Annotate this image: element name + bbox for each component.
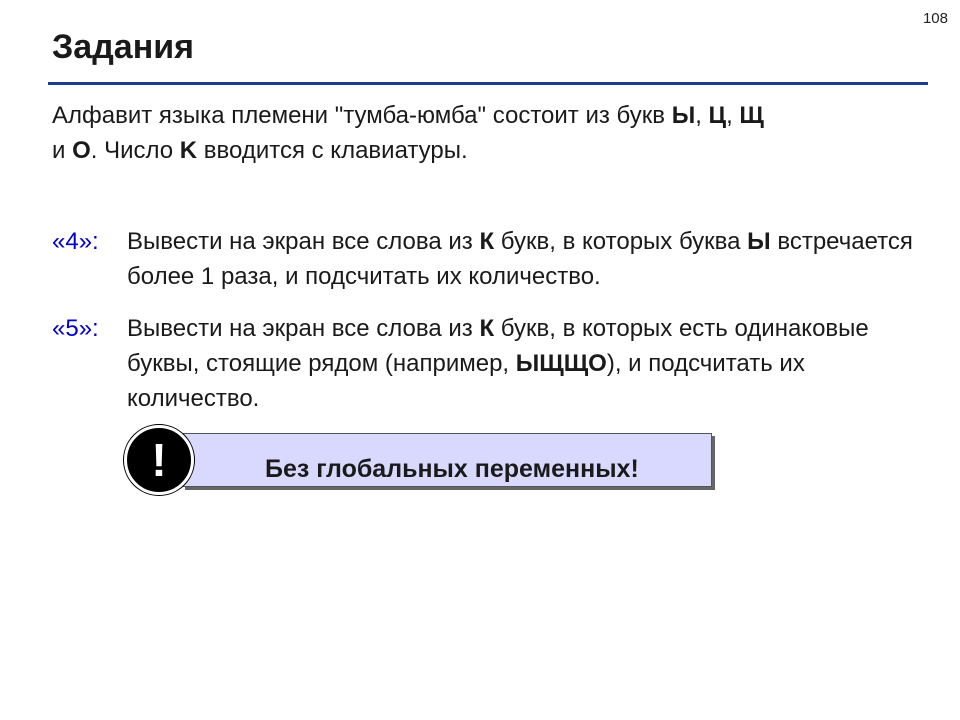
task-label: «5»: xyxy=(52,315,99,342)
intro-text: и xyxy=(52,137,73,164)
task-text: ), и подсчитать их количество. xyxy=(127,350,805,412)
intro-letter: Щ xyxy=(739,102,764,129)
intro-letter: K xyxy=(179,137,198,164)
task-description xyxy=(127,224,932,294)
intro-text: , xyxy=(726,102,740,129)
task-text: букв, в которых буква xyxy=(494,228,748,255)
intro-text: вводится с клавиатуры. xyxy=(197,137,468,164)
notice-callout xyxy=(124,425,714,505)
task-text: встречается более 1 раза, и подсчитать их количество. xyxy=(127,228,913,290)
task-emphasis: К xyxy=(479,315,495,342)
slide-title: Задания xyxy=(52,28,194,66)
notice-box xyxy=(182,433,712,487)
title-underline xyxy=(48,82,928,85)
intro-text: , xyxy=(695,102,709,129)
task-5 xyxy=(52,311,932,416)
intro-paragraph xyxy=(52,98,932,168)
task-text: Вывести на экран все слова из xyxy=(127,315,480,342)
task-text: букв, в которых есть одинаковые буквы, стоящие рядом (например, xyxy=(127,315,869,377)
intro-letter: Ц xyxy=(708,102,727,129)
exclamation-icon: ! xyxy=(124,425,194,495)
task-emphasis: Ы xyxy=(747,228,771,255)
task-emphasis: ЫЩЩО xyxy=(515,350,607,377)
task-description xyxy=(127,311,932,416)
task-label: «4»: xyxy=(52,228,99,255)
task-emphasis: К xyxy=(479,228,495,255)
task-4 xyxy=(52,224,932,294)
intro-letter: О xyxy=(72,137,91,164)
page-number: 108 xyxy=(922,10,948,27)
intro-text: Алфавит языка племени "тумба-юмба" состоит из букв xyxy=(52,102,672,129)
intro-letter: Ы xyxy=(671,102,696,129)
intro-text: . Число xyxy=(90,137,180,164)
task-text: Вывести на экран все слова из xyxy=(127,228,480,255)
notice-text: Без глобальных переменных! xyxy=(265,455,639,483)
